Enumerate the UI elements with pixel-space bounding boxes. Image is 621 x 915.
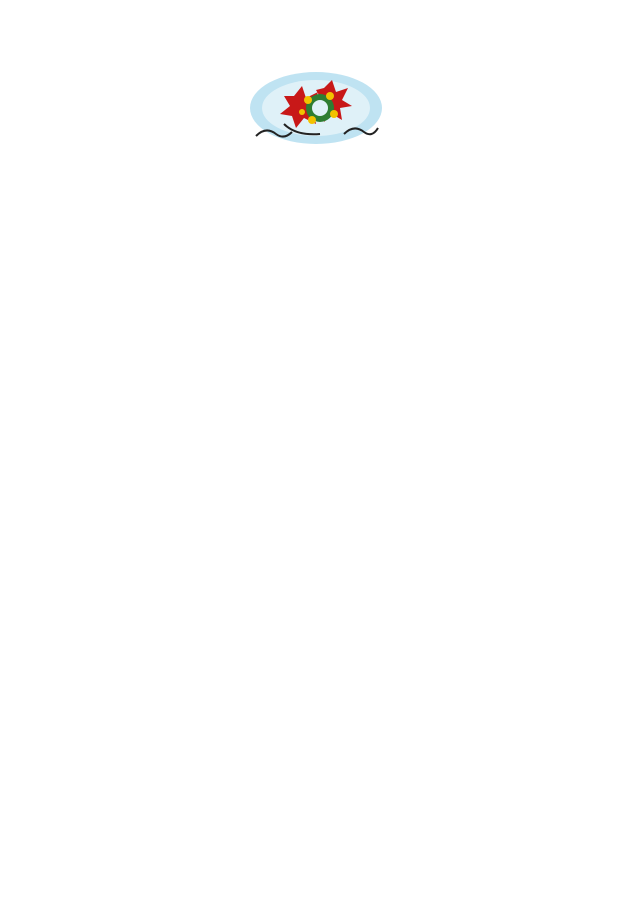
advent-wreath-icon [244, 66, 384, 156]
